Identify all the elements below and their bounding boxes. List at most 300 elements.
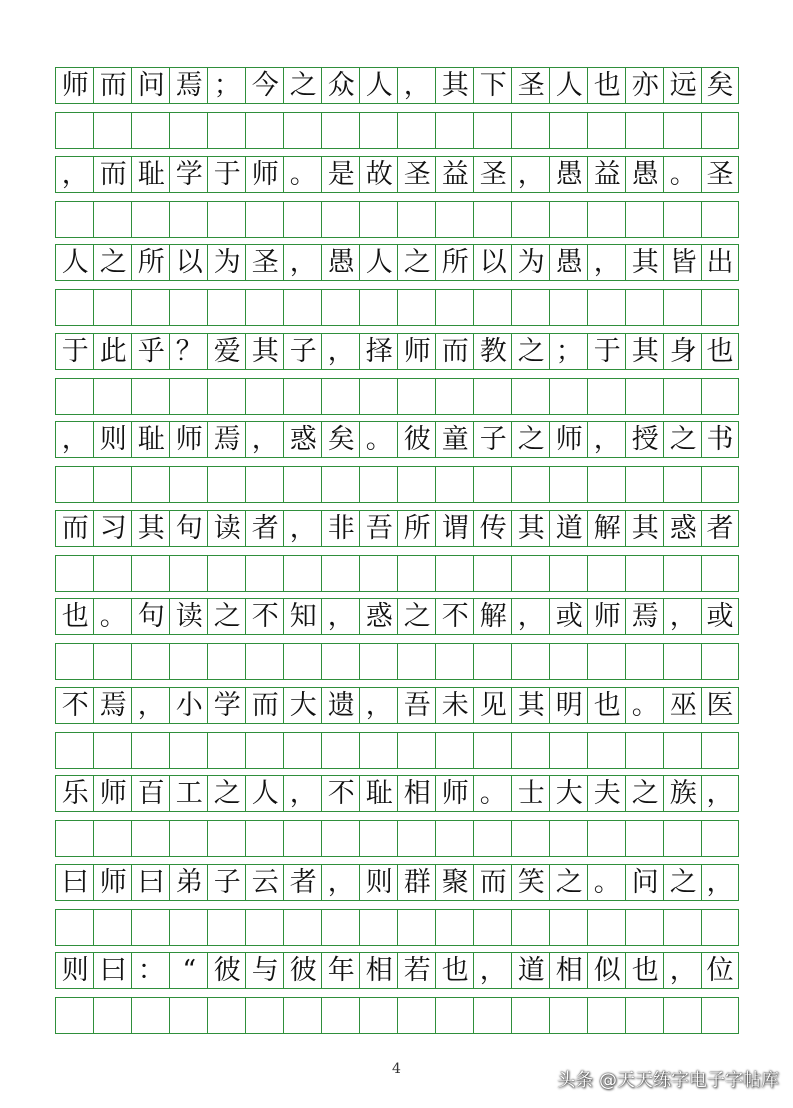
practice-cell[interactable] [435,112,475,149]
practice-cell[interactable] [283,643,323,680]
practice-cell[interactable] [549,555,589,592]
practice-cell[interactable] [587,112,627,149]
character-cell: 其 [511,510,551,547]
practice-cell[interactable] [55,555,95,592]
practice-cell[interactable] [397,378,437,415]
character-cell: 群 [397,864,437,901]
practice-cell[interactable] [245,820,285,857]
character-cell: 而 [473,864,513,901]
practice-cell[interactable] [587,378,627,415]
character-cell: 师 [549,421,589,458]
practice-cell[interactable] [663,732,703,769]
character-cell: 问 [625,864,665,901]
practice-cell[interactable] [131,112,171,149]
character-cell: 相 [549,952,589,989]
practice-cell[interactable] [245,378,285,415]
character-cell: 乐 [55,775,95,812]
practice-cell[interactable] [473,378,513,415]
character-cell: ， [511,598,551,635]
practice-cell[interactable] [169,112,209,149]
practice-cell[interactable] [321,555,361,592]
practice-cell[interactable] [511,732,551,769]
practice-cell[interactable] [321,378,361,415]
character-cell: 书 [701,421,739,458]
practice-cell[interactable] [359,378,399,415]
text-row [55,67,739,104]
practice-cell[interactable] [169,555,209,592]
practice-cell[interactable] [359,466,399,503]
character-cell: ， [245,421,285,458]
practice-cell[interactable] [587,732,627,769]
practice-cell[interactable] [245,112,285,149]
practice-cell[interactable] [207,378,247,415]
practice-cell[interactable] [359,909,399,946]
character-cell: 益 [435,156,475,193]
practice-row [55,466,739,503]
practice-cell[interactable] [55,201,95,238]
character-cell: 众 [321,67,361,104]
character-cell: ； [207,67,247,104]
practice-cell[interactable] [93,555,133,592]
practice-cell[interactable] [511,555,551,592]
practice-cell[interactable] [701,997,739,1034]
character-cell: 者 [283,864,323,901]
practice-cell[interactable] [663,466,703,503]
character-cell: 道 [511,952,551,989]
character-cell: 工 [169,775,209,812]
practice-cell[interactable] [131,820,171,857]
practice-cell[interactable] [473,820,513,857]
practice-cell[interactable] [93,820,133,857]
practice-cell[interactable] [93,732,133,769]
character-cell: 巫 [663,687,703,724]
practice-cell[interactable] [55,732,95,769]
character-cell: 之 [207,598,247,635]
practice-cell[interactable] [435,643,475,680]
character-cell: 彼 [397,421,437,458]
practice-cell[interactable] [321,112,361,149]
character-cell: 愚 [321,244,361,281]
practice-cell[interactable] [397,466,437,503]
practice-cell[interactable] [625,555,665,592]
character-cell: 择 [359,333,399,370]
character-cell: ， [359,687,399,724]
practice-cell[interactable] [55,909,95,946]
practice-cell[interactable] [321,201,361,238]
character-cell: 曰 [131,864,171,901]
practice-cell[interactable] [131,643,171,680]
character-cell: 或 [701,598,739,635]
character-cell: 人 [549,67,589,104]
practice-cell[interactable] [245,909,285,946]
character-cell: 之 [207,775,247,812]
practice-cell[interactable] [55,112,95,149]
practice-cell[interactable] [321,289,361,326]
character-cell: 彼 [207,952,247,989]
character-cell: 也 [701,333,739,370]
practice-cell[interactable] [587,820,627,857]
practice-cell[interactable] [131,201,171,238]
practice-cell[interactable] [511,112,551,149]
character-cell: 句 [131,598,171,635]
practice-cell[interactable] [435,909,475,946]
practice-cell[interactable] [93,289,133,326]
practice-cell[interactable] [131,909,171,946]
practice-cell[interactable] [549,820,589,857]
practice-cell[interactable] [663,378,703,415]
practice-cell[interactable] [587,643,627,680]
practice-cell[interactable] [55,466,95,503]
practice-cell[interactable] [207,643,247,680]
practice-cell[interactable] [397,732,437,769]
character-cell: ， [701,775,739,812]
practice-cell[interactable] [131,732,171,769]
practice-cell[interactable] [169,643,209,680]
practice-cell[interactable] [283,201,323,238]
character-cell: 知 [283,598,323,635]
practice-cell[interactable] [663,112,703,149]
character-cell: 则 [55,952,95,989]
practice-cell[interactable] [245,289,285,326]
practice-cell[interactable] [663,643,703,680]
character-cell: 族 [663,775,703,812]
practice-cell[interactable] [701,555,739,592]
practice-cell[interactable] [625,909,665,946]
practice-cell[interactable] [359,997,399,1034]
practice-cell[interactable] [549,466,589,503]
practice-cell[interactable] [55,643,95,680]
character-cell: 不 [55,687,95,724]
practice-cell[interactable] [93,909,133,946]
practice-cell[interactable] [435,555,475,592]
practice-row [55,112,739,149]
character-cell: 子 [283,333,323,370]
practice-cell[interactable] [625,201,665,238]
practice-row [55,820,739,857]
practice-cell[interactable] [93,201,133,238]
practice-cell[interactable] [55,378,95,415]
practice-cell[interactable] [473,555,513,592]
character-cell: 其 [625,510,665,547]
practice-cell[interactable] [397,555,437,592]
practice-cell[interactable] [701,820,739,857]
character-cell: 远 [663,67,703,104]
character-cell: 所 [131,244,171,281]
practice-cell[interactable] [511,201,551,238]
character-cell: 圣 [473,156,513,193]
practice-cell[interactable] [549,997,589,1034]
character-cell: 今 [245,67,285,104]
practice-cell[interactable] [397,201,437,238]
practice-cell[interactable] [511,466,551,503]
practice-cell[interactable] [549,289,589,326]
practice-cell[interactable] [435,732,475,769]
character-cell: 惑 [283,421,323,458]
practice-cell[interactable] [131,555,171,592]
character-cell: 之 [511,421,551,458]
practice-cell[interactable] [701,466,739,503]
practice-cell[interactable] [131,378,171,415]
practice-cell[interactable] [397,289,437,326]
practice-cell[interactable] [397,909,437,946]
character-cell: 不 [245,598,285,635]
practice-cell[interactable] [625,820,665,857]
practice-cell[interactable] [321,909,361,946]
practice-cell[interactable] [587,909,627,946]
character-cell: 圣 [397,156,437,193]
practice-cell[interactable] [625,112,665,149]
character-cell: 师 [93,775,133,812]
practice-cell[interactable] [549,378,589,415]
practice-cell[interactable] [663,289,703,326]
practice-row [55,289,739,326]
character-cell: 曰 [93,952,133,989]
character-cell: 。 [283,156,323,193]
character-cell: 乎 [131,333,171,370]
practice-cell[interactable] [473,643,513,680]
practice-cell[interactable] [473,909,513,946]
character-cell: 小 [169,687,209,724]
practice-cell[interactable] [359,820,399,857]
practice-cell[interactable] [435,289,475,326]
text-row [55,333,739,370]
character-cell: 授 [625,421,665,458]
character-cell: 而 [245,687,285,724]
practice-cell[interactable] [587,466,627,503]
practice-cell[interactable] [701,289,739,326]
practice-cell[interactable] [587,289,627,326]
practice-cell[interactable] [359,643,399,680]
practice-cell[interactable] [359,732,399,769]
practice-cell[interactable] [701,643,739,680]
practice-cell[interactable] [473,289,513,326]
character-cell: 皆 [663,244,703,281]
practice-cell[interactable] [359,555,399,592]
practice-cell[interactable] [207,466,247,503]
character-cell: 师 [397,333,437,370]
practice-cell[interactable] [207,820,247,857]
practice-cell[interactable] [663,997,703,1034]
practice-cell[interactable] [207,909,247,946]
character-cell: 笑 [511,864,551,901]
practice-cell[interactable] [625,997,665,1034]
character-cell: 耻 [131,156,171,193]
character-cell: 不 [435,598,475,635]
practice-cell[interactable] [321,997,361,1034]
character-cell: 惑 [359,598,399,635]
practice-cell[interactable] [663,201,703,238]
practice-cell[interactable] [283,820,323,857]
practice-cell[interactable] [93,643,133,680]
practice-cell[interactable] [359,201,399,238]
practice-cell[interactable] [131,466,171,503]
character-cell: 位 [701,952,739,989]
practice-cell[interactable] [473,201,513,238]
practice-cell[interactable] [55,820,95,857]
character-cell: ， [587,244,627,281]
practice-cell[interactable] [55,997,95,1034]
practice-cell[interactable] [245,732,285,769]
character-cell: 为 [511,244,551,281]
practice-cell[interactable] [207,732,247,769]
character-cell: 解 [473,598,513,635]
practice-cell[interactable] [93,112,133,149]
practice-cell[interactable] [473,112,513,149]
practice-cell[interactable] [473,997,513,1034]
practice-cell[interactable] [207,112,247,149]
practice-cell[interactable] [511,820,551,857]
practice-cell[interactable] [245,643,285,680]
practice-cell[interactable] [321,466,361,503]
practice-cell[interactable] [283,289,323,326]
practice-cell[interactable] [397,820,437,857]
practice-cell[interactable] [701,201,739,238]
character-cell: 之 [397,598,437,635]
character-cell: 人 [245,775,285,812]
practice-cell[interactable] [701,909,739,946]
practice-cell[interactable] [283,378,323,415]
practice-cell[interactable] [435,201,475,238]
practice-cell[interactable] [473,466,513,503]
character-cell: ； [549,333,589,370]
practice-cell[interactable] [169,909,209,946]
practice-cell[interactable] [283,555,323,592]
practice-cell[interactable] [169,289,209,326]
practice-cell[interactable] [321,732,361,769]
practice-cell[interactable] [625,466,665,503]
practice-cell[interactable] [169,732,209,769]
character-cell: 医 [701,687,739,724]
practice-cell[interactable] [245,201,285,238]
character-cell: 人 [359,67,399,104]
practice-cell[interactable] [321,820,361,857]
practice-cell[interactable] [283,909,323,946]
practice-cell[interactable] [587,555,627,592]
practice-cell[interactable] [55,289,95,326]
practice-cell[interactable] [549,112,589,149]
practice-cell[interactable] [207,555,247,592]
practice-cell[interactable] [169,466,209,503]
practice-cell[interactable] [625,732,665,769]
character-cell: 者 [701,510,739,547]
character-cell: 也 [587,67,627,104]
practice-cell[interactable] [245,555,285,592]
practice-cell[interactable] [169,201,209,238]
practice-cell[interactable] [473,732,513,769]
character-cell: 于 [55,333,95,370]
character-cell: 于 [207,156,247,193]
practice-cell[interactable] [549,909,589,946]
practice-cell[interactable] [245,466,285,503]
practice-cell[interactable] [435,997,475,1034]
character-cell: 圣 [701,156,739,193]
practice-cell[interactable] [93,997,133,1034]
practice-cell[interactable] [625,643,665,680]
practice-cell[interactable] [549,643,589,680]
character-cell: 师 [245,156,285,193]
practice-cell[interactable] [359,112,399,149]
practice-cell[interactable] [169,997,209,1034]
character-cell: 未 [435,687,475,724]
practice-cell[interactable] [169,378,209,415]
practice-cell[interactable] [511,643,551,680]
practice-cell[interactable] [625,289,665,326]
practice-cell[interactable] [663,820,703,857]
character-cell: ， [587,421,627,458]
practice-cell[interactable] [663,555,703,592]
character-cell: 读 [207,510,247,547]
character-cell: 弟 [169,864,209,901]
practice-cell[interactable] [131,997,171,1034]
practice-cell[interactable] [435,378,475,415]
character-cell: ， [511,156,551,193]
practice-cell[interactable] [511,909,551,946]
character-cell: 人 [359,244,399,281]
practice-cell[interactable] [587,201,627,238]
practice-cell[interactable] [549,201,589,238]
practice-cell[interactable] [359,289,399,326]
practice-row [55,732,739,769]
character-cell: 相 [397,775,437,812]
character-cell: 愚 [549,244,589,281]
character-cell: 学 [169,156,209,193]
practice-cell[interactable] [701,112,739,149]
character-cell: 师 [435,775,475,812]
practice-cell[interactable] [663,909,703,946]
practice-cell[interactable] [435,820,475,857]
practice-cell[interactable] [283,997,323,1034]
practice-cell[interactable] [511,997,551,1034]
practice-cell[interactable] [93,378,133,415]
practice-cell[interactable] [283,732,323,769]
character-cell: 为 [207,244,247,281]
practice-cell[interactable] [93,466,133,503]
practice-cell[interactable] [549,732,589,769]
practice-cell[interactable] [587,997,627,1034]
character-cell: 之 [511,333,551,370]
character-cell: 传 [473,510,513,547]
character-cell: 于 [587,333,627,370]
character-cell: 不 [321,775,361,812]
practice-cell[interactable] [283,112,323,149]
practice-cell[interactable] [207,201,247,238]
practice-cell[interactable] [397,997,437,1034]
practice-cell[interactable] [207,289,247,326]
practice-cell[interactable] [397,112,437,149]
practice-cell[interactable] [169,820,209,857]
practice-cell[interactable] [511,378,551,415]
text-row [55,775,739,812]
practice-cell[interactable] [207,997,247,1034]
watermark: 头条 @天天练字电子字帖库 [557,1070,779,1091]
text-row [55,952,739,989]
practice-cell[interactable] [701,378,739,415]
character-cell: 。 [473,775,513,812]
character-cell: 吾 [397,687,437,724]
practice-cell[interactable] [625,378,665,415]
practice-cell[interactable] [321,643,361,680]
practice-cell[interactable] [511,289,551,326]
practice-cell[interactable] [397,643,437,680]
text-row [55,510,739,547]
character-cell: 大 [549,775,589,812]
practice-cell[interactable] [435,466,475,503]
practice-cell[interactable] [131,289,171,326]
character-cell: 之 [397,244,437,281]
practice-cell[interactable] [245,997,285,1034]
practice-cell[interactable] [283,466,323,503]
practice-cell[interactable] [701,732,739,769]
